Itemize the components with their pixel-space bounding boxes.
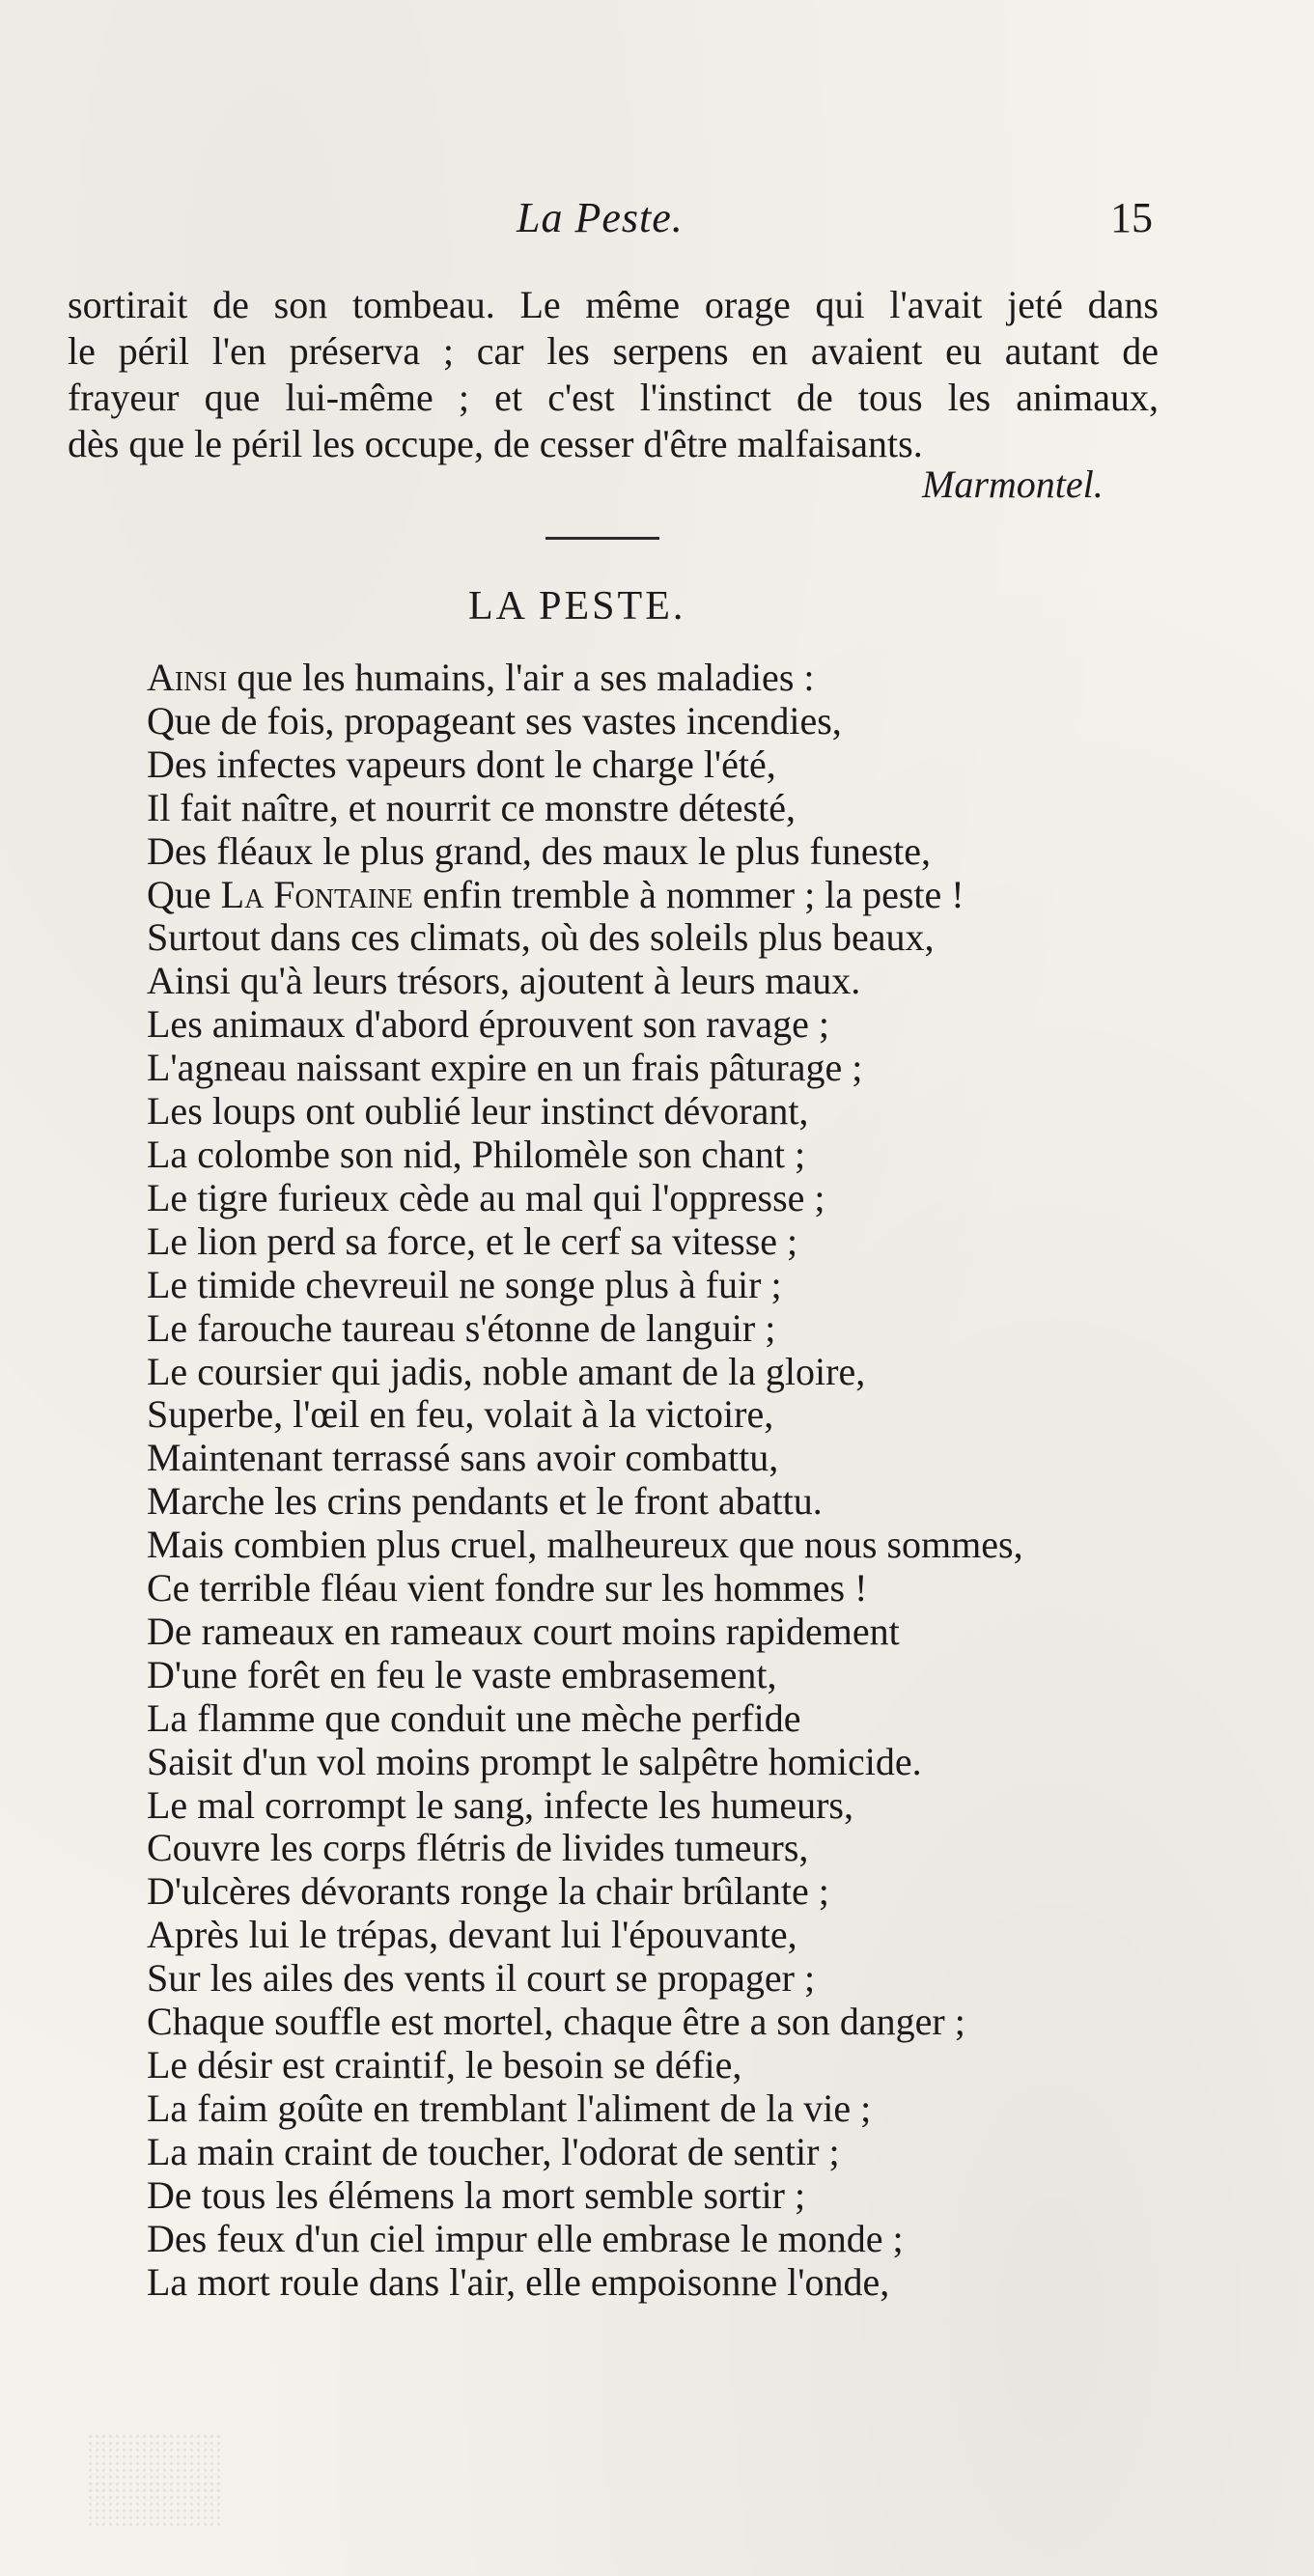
verse-text: que les humains, l'air a ses maladies : xyxy=(227,656,815,699)
prose-line: le péril l'en préserva ; car les serpens en avaient eu autant de xyxy=(68,329,1159,373)
section-divider xyxy=(545,537,659,540)
verse-line: La flamme que conduit une mèche perfide xyxy=(147,1695,801,1740)
verse-line: Couvre les corps flétris de livides tumeurs, xyxy=(147,1826,809,1870)
page-number: 15 xyxy=(1110,194,1153,241)
running-title: La Peste. xyxy=(517,194,684,241)
verse-line: Sur les ailes des vents il court se propager ; xyxy=(147,1956,816,2001)
prose-line: frayeur que lui-même ; et c'est l'instinct de tous les animaux, xyxy=(68,376,1159,419)
verse-line: L'agneau naissant expire en un frais pâturage ; xyxy=(147,1046,863,1090)
verse-line: Chaque souffle est mortel, chaque être a son danger ; xyxy=(147,2000,965,2044)
verse-line: La faim goûte en tremblant l'aliment de la vie ; xyxy=(147,2086,872,2130)
verse-line: De tous les élémens la mort semble sortir ; xyxy=(147,2172,806,2217)
verse-line: De rameaux en rameaux court moins rapidement xyxy=(147,1609,900,1653)
verse-line: Des feux d'un ciel impur elle embrase le monde ; xyxy=(147,2216,904,2260)
verse-line: Superbe, l'œil en feu, volait à la victoire, xyxy=(147,1392,774,1437)
verse-line: Maintenant terrassé sans avoir combattu, xyxy=(147,1436,779,1480)
verse-line: La mort roule dans l'air, elle empoisonne l'onde, xyxy=(147,2259,890,2304)
verse-line: La main craint de toucher, l'odorat de sentir ; xyxy=(147,2129,840,2173)
verse-line xyxy=(147,657,1170,700)
verse-line: Le timide chevreuil ne songe plus à fuir ; xyxy=(147,1262,782,1306)
verse-line xyxy=(147,874,1170,917)
verse-line: Ce terrible fléau vient fondre sur les hommes ! xyxy=(147,1566,868,1610)
verse-line: Des infectes vapeurs dont le charge l'été, xyxy=(147,742,776,786)
prose-line: sortirait de son tombeau. Le même orage qui l'avait jeté dans xyxy=(68,283,1159,326)
verse-line: D'une forêt en feu le vaste embrasement, xyxy=(147,1652,777,1696)
verse-line: Le tigre furieux cède au mal qui l'oppresse ; xyxy=(147,1175,825,1219)
verse-line: La colombe son nid, Philomèle son chant ; xyxy=(147,1132,806,1176)
verse-text: Que xyxy=(147,872,221,916)
verse-line: Les loups ont oublié leur instinct dévorant, xyxy=(147,1089,809,1134)
verse-text: enfin tremble à nommer ; la peste ! xyxy=(412,872,965,916)
verse-line: Mais combien plus cruel, malheureux que nous sommes, xyxy=(147,1523,1023,1567)
verse-lead-word: Ainsi xyxy=(147,656,228,699)
verse-line: Le lion perd sa force, et le cerf sa vitesse ; xyxy=(147,1218,798,1263)
verse-line: Que de fois, propageant ses vastes incendies, xyxy=(147,698,842,742)
verse-line: Le coursier qui jadis, noble amant de la gloire, xyxy=(147,1349,866,1393)
running-head xyxy=(0,193,1314,251)
prose-paragraph xyxy=(68,282,1159,467)
verse-line: Ainsi qu'à leurs trésors, ajoutent à leurs maux. xyxy=(147,959,861,1003)
author-name-lafontaine: La Fontaine xyxy=(220,872,413,916)
verse-line: Saisit d'un vol moins prompt le salpêtre homicide. xyxy=(147,1739,922,1783)
verse-line: Le mal corrompt le sang, infecte les humeurs, xyxy=(147,1782,853,1827)
verse-line: Après lui le trépas, devant lui l'épouvante, xyxy=(147,1913,797,1957)
poem-title: LA PESTE. xyxy=(468,584,686,629)
verse-line: Surtout dans ces climats, où des soleils plus beaux, xyxy=(147,915,935,960)
author-signature: Marmontel. xyxy=(922,462,1104,506)
paper-stain xyxy=(87,2433,222,2530)
verse-line: D'ulcères dévorants ronge la chair brûlante ; xyxy=(147,1869,829,1914)
poem-body xyxy=(147,657,1170,2304)
verse-line: Il fait naître, et nourrit ce monstre détesté, xyxy=(147,785,796,829)
verse-line: Le farouche taureau s'étonne de languir ; xyxy=(147,1305,776,1350)
verse-line: Les animaux d'abord éprouvent son ravage ; xyxy=(147,1002,829,1047)
verse-line: Marche les crins pendants et le front abattu. xyxy=(147,1479,823,1524)
verse-line: Des fléaux le plus grand, des maux le plus funeste, xyxy=(147,828,932,873)
prose-line: dès que le péril les occupe, de cesser d'être malfaisants. xyxy=(68,422,923,465)
verse-line: Le désir est craintif, le besoin se défie, xyxy=(147,2043,742,2086)
